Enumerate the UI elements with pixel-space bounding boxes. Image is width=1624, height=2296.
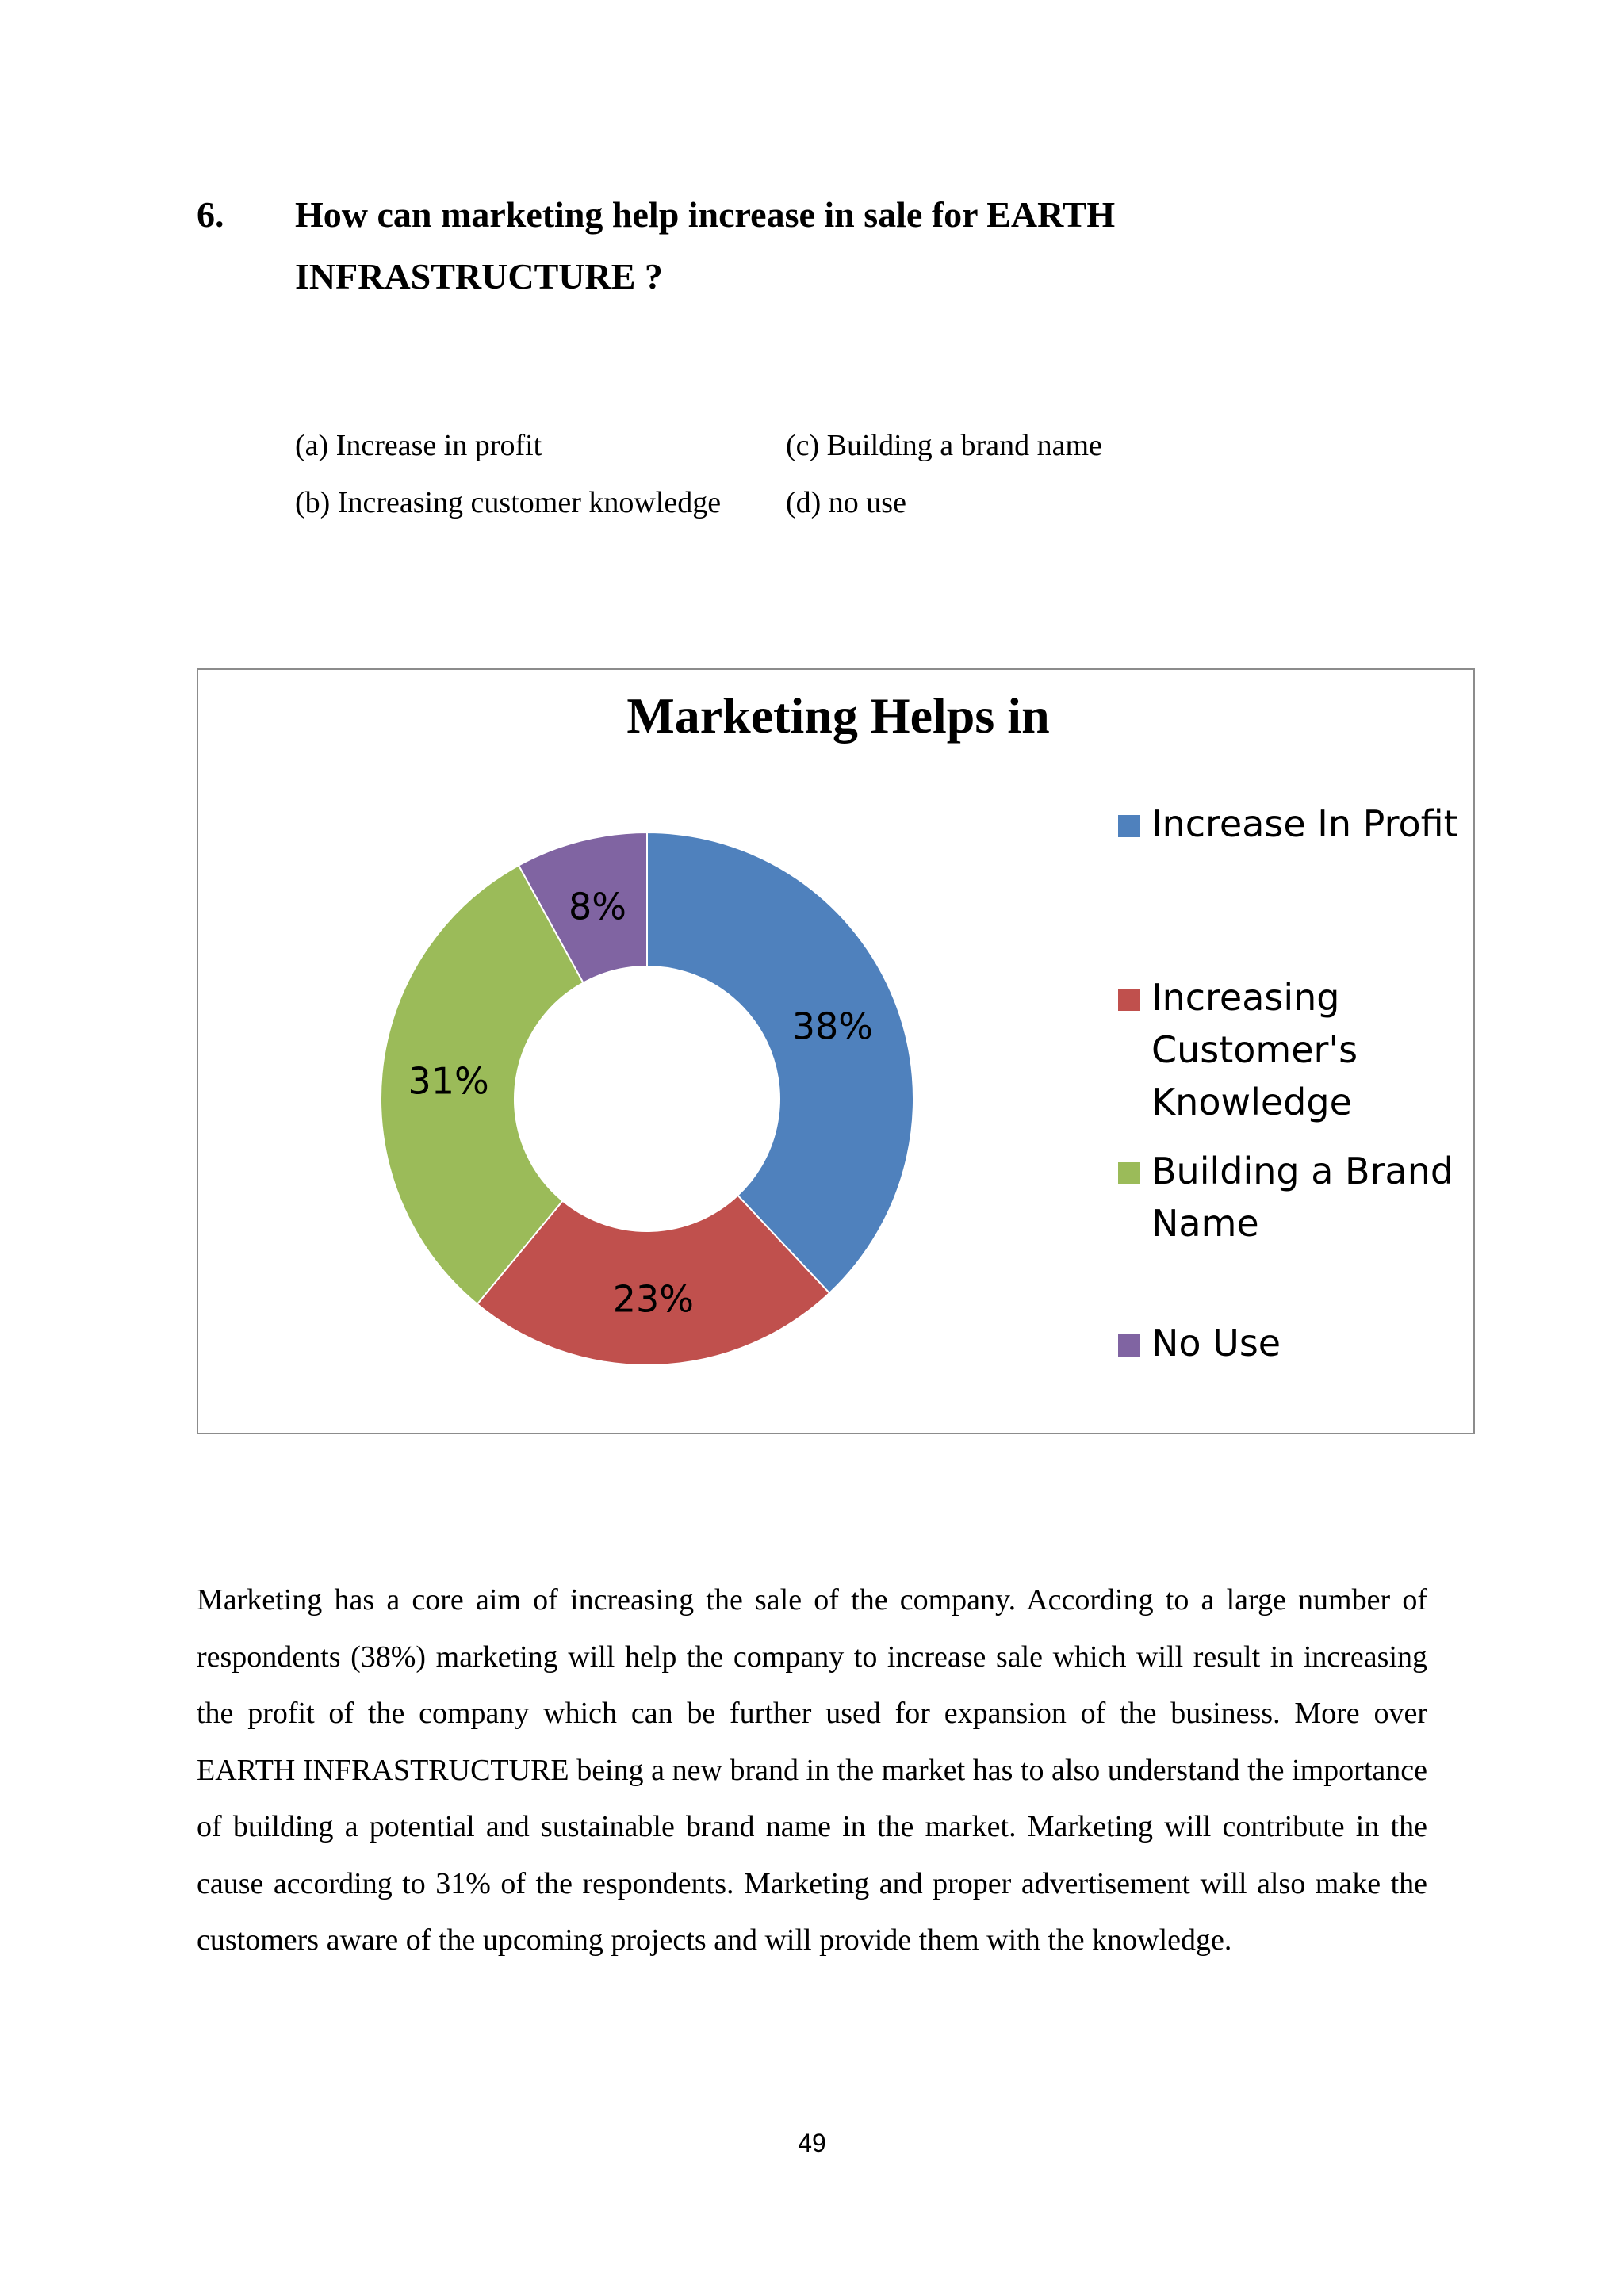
legend-label-no-use: No Use [1151,1322,1281,1364]
page-number: 49 [798,2129,826,2157]
legend-swatch-increase-in-profit [1118,815,1140,837]
slice-increase-in-profit [647,832,914,1293]
legend-swatch-no-use [1118,1334,1140,1357]
option-d: (d) no use [786,486,906,519]
data-label-increasing-customer-s-knowledge: 23% [612,1277,695,1321]
chart-title: Marketing Helps in [626,687,1050,744]
legend-label-increase-in-profit: Increase In Profit [1151,802,1458,845]
body-paragraph: Marketing has a core aim of increasing the sale of the company. According to a large number of respondents (38%) marketing will help the company to increase sale which will result in increasing the profit of the company which can be further used for expansion of the business. More over EARTH INFRASTRUCTURE being a new brand in the market has to also understand the importance of building a potential and sustainable brand name in the market. Marketing will contribute in the cause according to 31% of the respondents. Marketing and proper advertisement will also make the customers aware of the upcoming projects and will provide them with the knowledge. [197,1583,1427,1957]
option-b: (b) Increasing customer knowledge [295,486,722,519]
legend-swatch-increasing-customer-s-knowledge [1118,989,1140,1011]
legend-swatch-building-a-brand-name [1118,1162,1140,1184]
option-a: (a) Increase in profit [295,429,542,462]
legend-label-building-a-brand-name: Building a Brand Name [1151,1150,1454,1245]
data-label-building-a-brand-name: 31% [408,1059,489,1103]
question-text-line-2: INFRASTRUCTURE ? [295,256,663,297]
chart-frame [197,668,1475,1434]
data-label-increase-in-profit: 38% [791,1004,873,1048]
option-c: (c) Building a brand name [786,429,1102,462]
legend-label-increasing-customer-s-knowledge: Increasing Customer's Knowledge [1151,976,1358,1123]
data-label-no-use: 8% [568,885,626,928]
doughnut-chart [198,670,1477,1436]
question-text-line-1: How can marketing help increase in sale for EARTH [295,194,1116,235]
question-number: 6. [197,194,224,235]
